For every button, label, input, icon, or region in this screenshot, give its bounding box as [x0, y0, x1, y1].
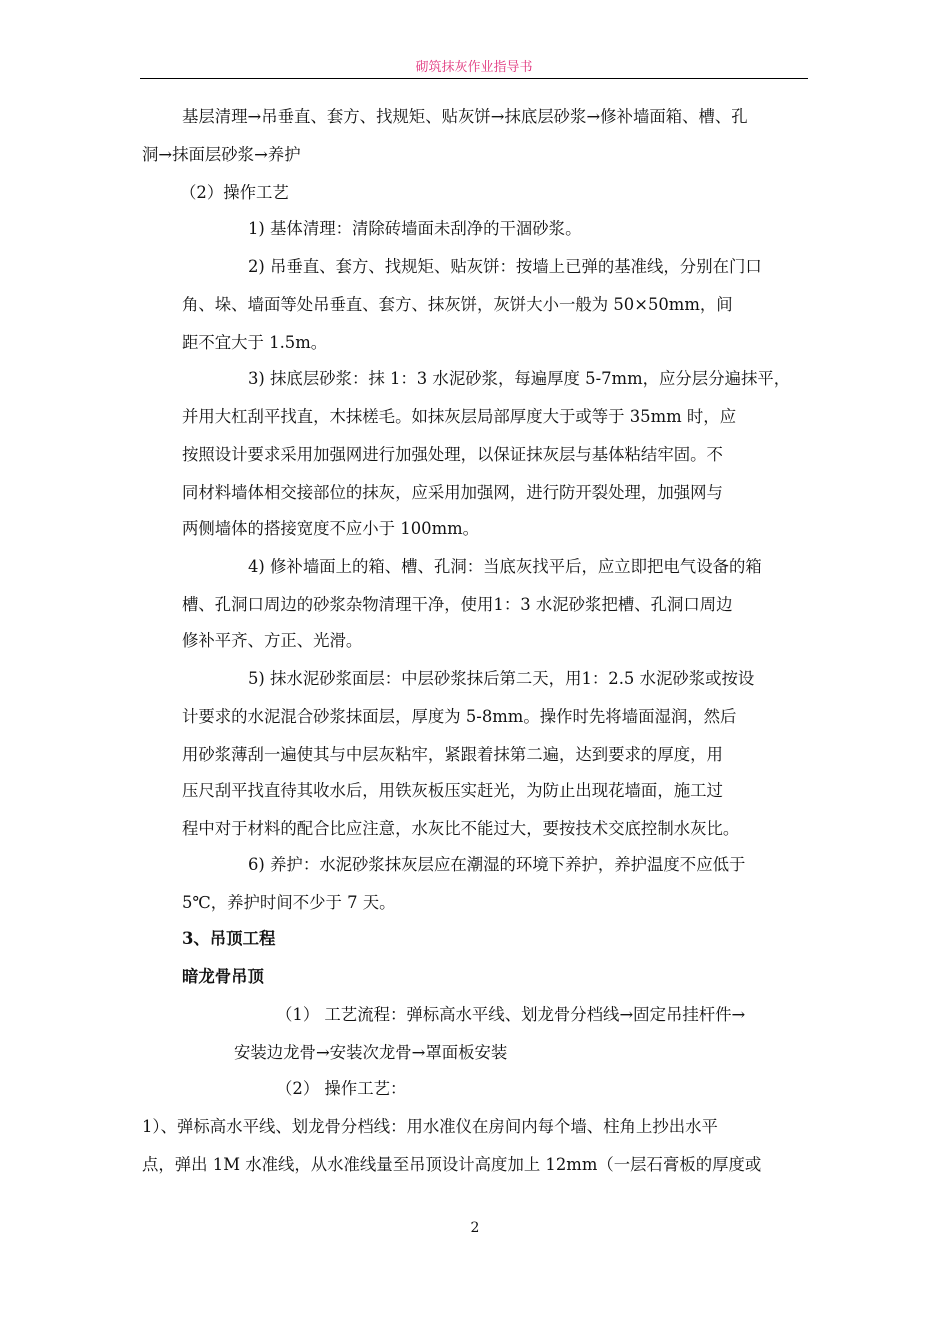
text-line: 并用大杠刮平找直，木抹槎毛。如抹灰层局部厚度大于或等于 35mm 时，应: [182, 407, 737, 426]
text-line: 5℃，养护时间不少于 7 天。: [182, 893, 396, 912]
text-line: 基层清理→吊垂直、套方、找规矩、贴灰饼→抹底层砂浆→修补墙面箱、槽、孔: [182, 107, 748, 126]
page-number: 2: [470, 1220, 480, 1236]
text-line: 角、垛、墙面等处吊垂直、套方、抹灰饼，灰饼大小一般为 50×50mm，间: [182, 295, 733, 314]
text-line: （1） 工艺流程：弹标高水平线、划龙骨分档线→固定吊挂杆件→: [276, 1005, 746, 1024]
header-rule: [140, 78, 808, 79]
section-heading: 3、吊顶工程: [182, 929, 276, 948]
text-line: 1）、弹标高水平线、划龙骨分档线：用水准仪在房间内每个墙、柱角上抄出水平: [142, 1117, 718, 1136]
text-line: 按照设计要求采用加强网进行加强处理，以保证抹灰层与基体粘结牢固。不: [182, 445, 723, 464]
text-line: 两侧墙体的搭接宽度不应小于 100mm。: [182, 519, 480, 538]
text-line: 同材料墙体相交接部位的抹灰，应采用加强网，进行防开裂处理，加强网与: [182, 483, 723, 502]
text-line: 压尺刮平找直待其收水后，用铁灰板压实赶光，为防止出现花墙面，施工过: [182, 781, 723, 800]
text-line: 计要求的水泥混合砂浆抹面层，厚度为 5-8mm。操作时先将墙面湿润，然后: [182, 707, 737, 726]
running-header: 砌筑抹灰作业指导书: [415, 60, 533, 75]
subsection-heading: 暗龙骨吊顶: [182, 967, 264, 986]
text-line: 洞→抹面层砂浆→养护: [142, 145, 301, 164]
text-line: 点，弹出 1M 水准线，从水准线量至吊顶设计高度加上 12mm（一层石膏板的厚度或: [142, 1155, 762, 1174]
text-line: 槽、孔洞口周边的砂浆杂物清理干净，使用1：3 水泥砂浆把槽、孔洞口周边: [182, 595, 733, 614]
text-line: 安装边龙骨→安装次龙骨→罩面板安装: [234, 1043, 508, 1062]
text-line: 6) 养护：水泥砂浆抹灰层应在潮湿的环境下养护，养护温度不应低于: [248, 855, 746, 874]
text-line: 5) 抹水泥砂浆面层：中层砂浆抹后第二天，用1：2.5 水泥砂浆或按设: [248, 669, 755, 688]
text-line: （2） 操作工艺：: [276, 1079, 407, 1098]
text-line: 3) 抹底层砂浆：抹 1：3 水泥砂浆，每遍厚度 5-7mm，应分层分遍抹平，: [248, 369, 791, 388]
text-line: 修补平齐、方正、光滑。: [182, 631, 363, 650]
text-line: 4) 修补墙面上的箱、槽、孔洞：当底灰找平后，应立即把电气设备的箱: [248, 557, 762, 576]
text-line: （2）操作工艺: [180, 183, 289, 202]
text-line: 距不宜大于 1.5m。: [182, 333, 328, 352]
text-line: 用砂浆薄刮一遍使其与中层灰粘牢，紧跟着抹第二遍，达到要求的厚度，用: [182, 745, 723, 764]
text-line: 2) 吊垂直、套方、找规矩、贴灰饼：按墙上已弹的基准线，分别在门口: [248, 257, 762, 276]
text-line: 1) 基体清理：清除砖墙面未刮净的干涸砂浆。: [248, 219, 582, 238]
text-line: 程中对于材料的配合比应注意，水灰比不能过大，要按技术交底控制水灰比。: [182, 819, 740, 838]
